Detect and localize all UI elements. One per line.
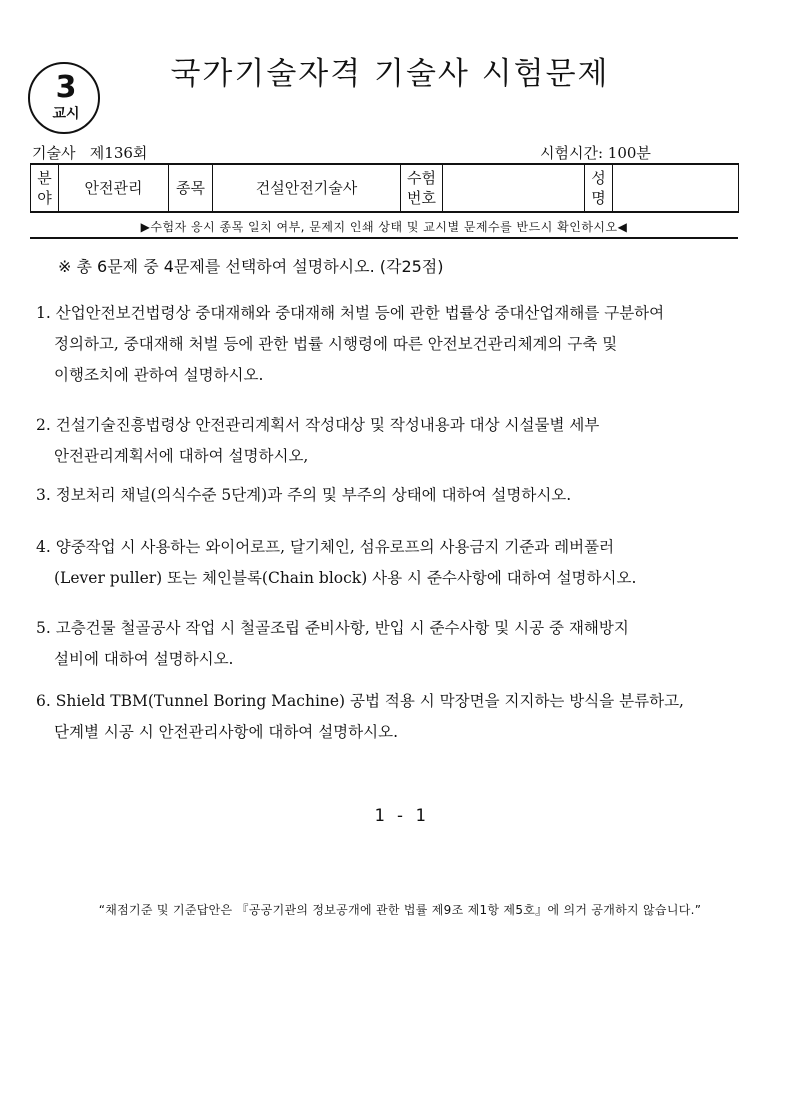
field-value: 안전관리 bbox=[59, 164, 169, 212]
session-label: 교시 bbox=[52, 106, 80, 122]
exam-number-label-top: 수험 bbox=[407, 169, 436, 187]
name-label-cell bbox=[585, 164, 613, 212]
field-label-bottom: 야 bbox=[37, 189, 52, 207]
question-1-line-2: 정의하고, 중대재해 처벌 등에 관한 법률 시행령에 따른 안전보건관리체계의 구축 및 bbox=[54, 335, 618, 353]
question-5-line-1: 5. 고층건물 철골공사 작업 시 철골조립 준비사항, 반입 시 준수사항 및 시공 중 재해방지 bbox=[36, 619, 629, 637]
category-label: 종목 bbox=[169, 164, 213, 212]
question-2-line-2: 안전관리계획서에 대하여 설명하시오, bbox=[54, 447, 309, 465]
question-4-line-1: 4. 양중작업 시 사용하는 와이어로프, 달기체인, 섬유로프의 사용금지 기준과 레버풀러 bbox=[36, 538, 615, 556]
exam-number-field[interactable] bbox=[443, 164, 585, 212]
session-badge bbox=[28, 62, 100, 134]
page-title: 국가기술자격 기술사 시험문제 bbox=[170, 56, 610, 92]
question-3 bbox=[36, 480, 742, 511]
name-label-bottom: 명 bbox=[591, 189, 606, 207]
category-value: 건설안전기술사 bbox=[213, 164, 401, 212]
page-number: 1 - 1 bbox=[374, 806, 426, 826]
name-label-top: 성 bbox=[591, 169, 606, 187]
exam-grade-round bbox=[32, 144, 147, 162]
session-number: 3 bbox=[55, 70, 77, 105]
question-1-line-3: 이행조치에 관하여 설명하시오. bbox=[54, 366, 264, 384]
exam-grade: 기술사 bbox=[32, 144, 76, 162]
exam-number-label-cell bbox=[401, 164, 443, 212]
question-6 bbox=[36, 686, 742, 748]
question-3-line-1: 3. 정보처리 채널(의식수준 5단계)과 주의 및 부주의 상태에 대하여 설명하시오. bbox=[36, 486, 572, 504]
question-6-line-2: 단계별 시공 시 안전관리사항에 대하여 설명하시오. bbox=[54, 723, 398, 741]
question-5 bbox=[36, 613, 742, 675]
question-2 bbox=[36, 410, 742, 472]
exam-number-label-bottom: 번호 bbox=[407, 189, 436, 207]
footer-note: “채점기준 및 기준답안은 『공공기관의 정보공개에 관한 법률 제9조 제1항 제5호』에 의거 공개하지 않습니다.” bbox=[98, 903, 702, 917]
question-4 bbox=[36, 532, 742, 594]
instruction-text: ※ 총 6문제 중 4문제를 선택하여 설명하시오. (각25점) bbox=[58, 257, 444, 276]
question-4-line-2: (Lever puller) 또는 체인블록(Chain block) 사용 시 준수사항에 대하여 설명하시오. bbox=[54, 569, 637, 587]
exam-info-table bbox=[30, 163, 739, 213]
question-1 bbox=[36, 298, 742, 391]
question-1-line-1: 1. 산업안전보건법령상 중대재해와 중대재해 처벌 등에 관한 법률상 중대산업재해를 구분하여 bbox=[36, 304, 665, 322]
exam-time: 시험시간: 100분 bbox=[540, 144, 651, 162]
name-field[interactable] bbox=[613, 164, 739, 212]
exam-round: 제136회 bbox=[89, 144, 148, 162]
field-label-cell bbox=[31, 164, 59, 212]
question-6-line-1: 6. Shield TBM(Tunnel Boring Machine) 공법 적용 시 막장면을 지지하는 방식을 분류하고, bbox=[36, 692, 684, 710]
notice-text: ▶수험자 응시 종목 일치 여부, 문제지 인쇄 상태 및 교시별 문제수를 반드시 확인하시오◀ bbox=[30, 217, 738, 239]
question-2-line-1: 2. 건설기술진흥법령상 안전관리계획서 작성대상 및 작성내용과 대상 시설물별 세부 bbox=[36, 416, 600, 434]
field-label-top: 분 bbox=[37, 169, 52, 187]
question-5-line-2: 설비에 대하여 설명하시오. bbox=[54, 650, 234, 668]
